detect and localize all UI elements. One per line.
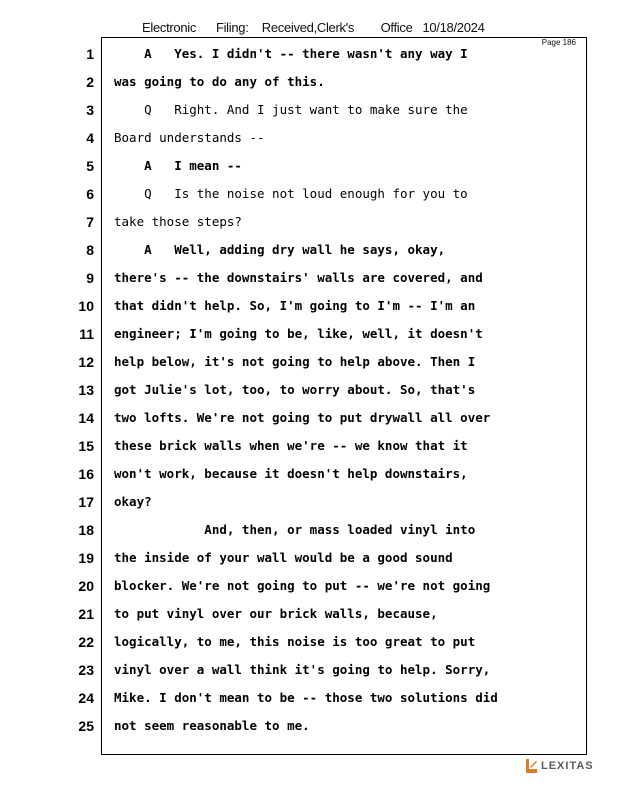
transcript-line: not seem reasonable to me. (114, 718, 310, 733)
line-number: 19 (78, 550, 94, 566)
transcript-line: Q Right. And I just want to make sure the (114, 102, 468, 117)
logo-text: LEXITAS (541, 760, 594, 772)
transcript-line: that didn't help. So, I'm going to I'm -- I'm an (114, 298, 476, 313)
transcript-line: got Julie's lot, too, to worry about. So, that's (114, 382, 476, 397)
transcript-line: won't work, because it doesn't help downstairs, (114, 466, 468, 481)
transcript-line: these brick walls when we're -- we know that it (114, 438, 468, 453)
line-number: 10 (78, 298, 94, 314)
line-number: 6 (86, 186, 94, 202)
line-number: 18 (78, 522, 94, 538)
line-number: 20 (78, 578, 94, 594)
filing-stamp: Electronic Filing: Received,Clerk's Office 10/18/2024 (142, 20, 485, 35)
lexitas-logo-mark-icon (524, 758, 538, 774)
transcript-line: vinyl over a wall think it's going to help. Sorry, (114, 662, 491, 677)
page-number: Page 186 (541, 38, 576, 47)
transcript-line: two lofts. We're not going to put drywall all over (114, 410, 491, 425)
line-number: 7 (86, 214, 94, 230)
line-number: 25 (78, 718, 94, 734)
line-number: 1 (86, 46, 94, 62)
line-number: 13 (78, 382, 94, 398)
transcript-line: Q Is the noise not loud enough for you to (114, 186, 468, 201)
line-number: 8 (86, 242, 94, 258)
transcript-line: okay? (114, 494, 152, 509)
transcript-line: A I mean -- (114, 158, 242, 173)
line-number: 23 (78, 662, 94, 678)
transcript-line: A Well, adding dry wall he says, okay, (114, 242, 446, 257)
line-number: 22 (78, 634, 94, 650)
transcript-line: was going to do any of this. (114, 74, 325, 89)
transcript-line: take those steps? (114, 214, 242, 229)
transcript-line: to put vinyl over our brick walls, because, (114, 606, 438, 621)
transcript-line: blocker. We're not going to put -- we're not going (114, 578, 491, 593)
line-number: 3 (86, 102, 94, 118)
transcript-line: the inside of your wall would be a good sound (114, 550, 453, 565)
transcript-body (114, 40, 584, 740)
transcript-line: A Yes. I didn't -- there wasn't any way I (114, 46, 468, 61)
line-number: 2 (86, 74, 94, 90)
line-number: 9 (86, 270, 94, 286)
line-number: 15 (78, 438, 94, 454)
transcript-line: help below, it's not going to help above. Then I (114, 354, 476, 369)
transcript-line: engineer; I'm going to be, like, well, it doesn't (114, 326, 483, 341)
line-number: 16 (78, 466, 94, 482)
line-number: 12 (78, 354, 94, 370)
line-number: 17 (78, 494, 94, 510)
line-number: 21 (78, 606, 94, 622)
line-number: 14 (78, 410, 94, 426)
line-number: 24 (78, 690, 94, 706)
line-number: 4 (86, 130, 94, 146)
line-number: 5 (86, 158, 94, 174)
transcript-line: And, then, or mass loaded vinyl into (114, 522, 476, 537)
transcript-line: Mike. I don't mean to be -- those two solutions did (114, 690, 498, 705)
line-number-column (60, 40, 94, 740)
transcript-line: Board understands -- (114, 130, 265, 145)
lexitas-logo (524, 758, 594, 774)
transcript-line: logically, to me, this noise is too great to put (114, 634, 476, 649)
transcript-line: there's -- the downstairs' walls are covered, and (114, 270, 483, 285)
line-number: 11 (79, 326, 94, 342)
